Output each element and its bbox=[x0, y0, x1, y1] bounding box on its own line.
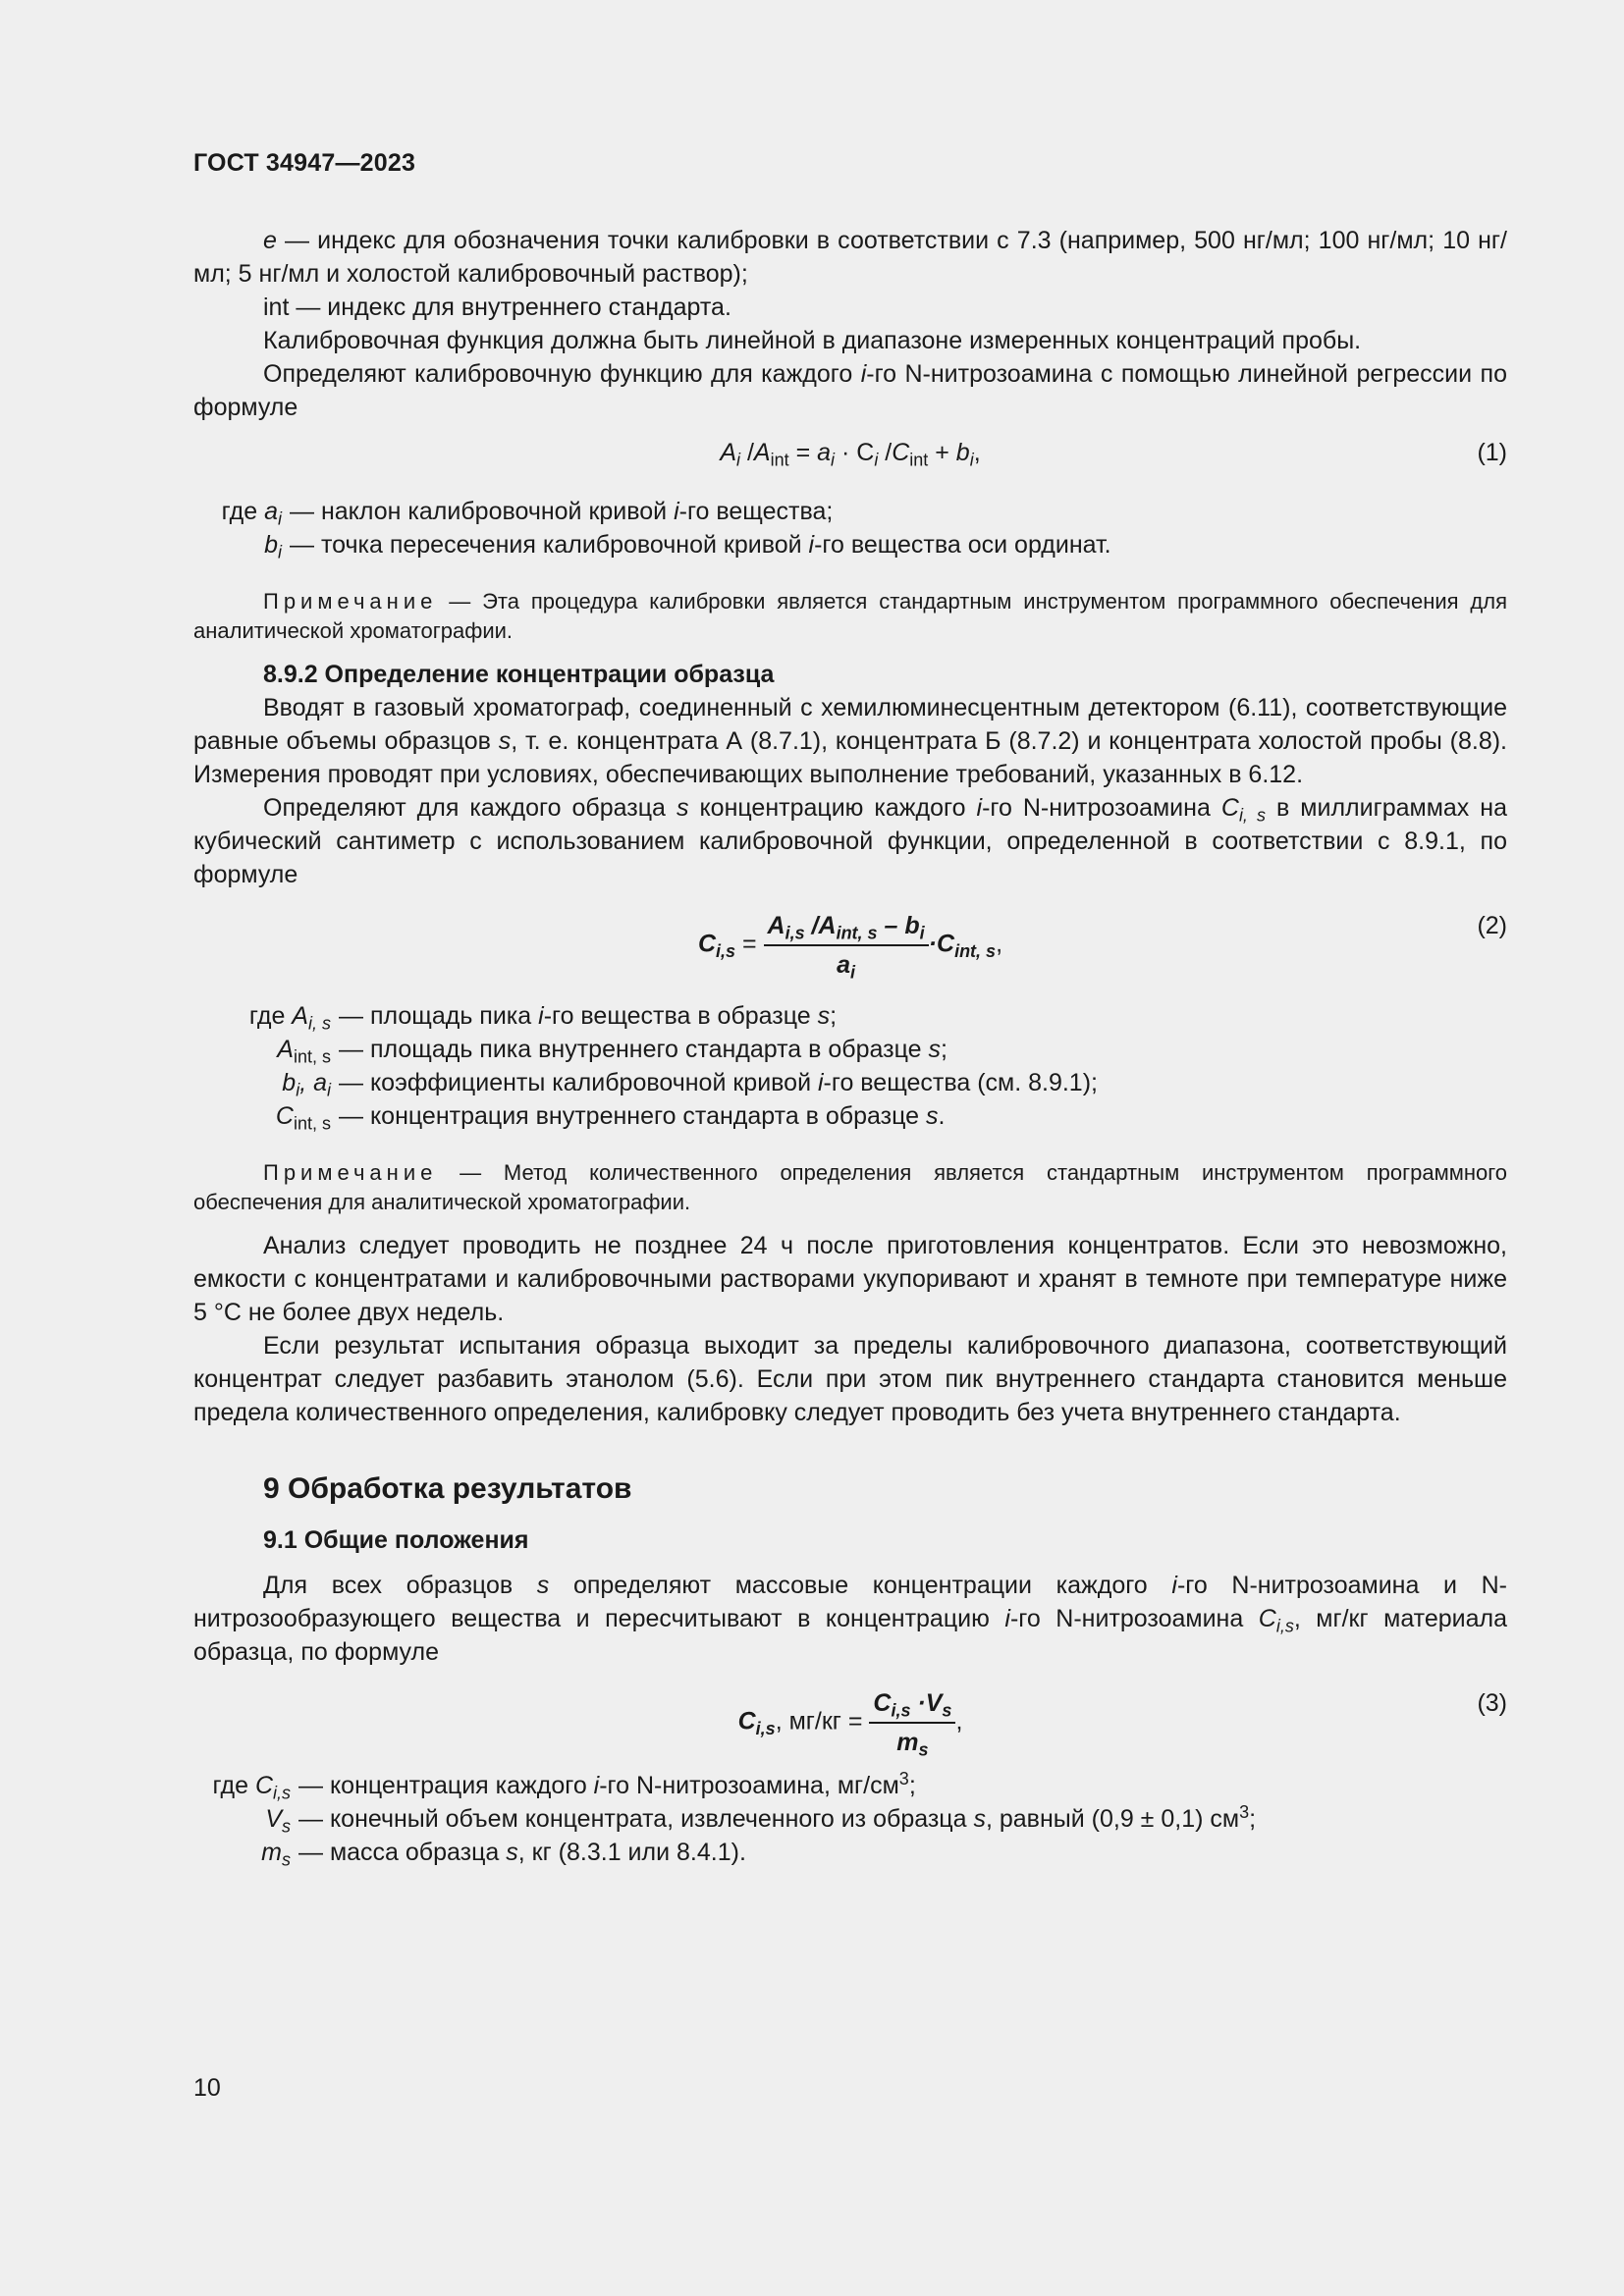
definition-row: $A_{int, s}$ — площадь пика внутреннего стандарта в образце s; bbox=[277, 1036, 947, 1067]
definition-row: $b_i$, $a_i$ — коэффициенты калибровочной кривой i-го вещества (см. 8.9.1); bbox=[282, 1069, 1098, 1100]
formula-2: $C_{i,s}$ = $\frac{A_{i,s} /A_{int, s} - b_i}{a_i}$ $\cdot C_{int, s}$, (2) bbox=[193, 909, 1507, 988]
paragraph-index-e: e — индекс для обозначения точки калибровки в соответствии с 7.3 (например, 500 нг/мл; 100 нг/мл; 10 нг/мл; 5 нг/мл и холостой калибровочный раствор); bbox=[193, 227, 1507, 288]
section-9-title: 9 Обработка результатов bbox=[263, 1472, 632, 1505]
formula-1-number: (1) bbox=[1477, 439, 1507, 466]
definition-row: где $C_{i,s}$ — концентрация каждого i-го N-нитрозоамина, $мг/см^3$; bbox=[212, 1769, 916, 1803]
definition-row: $m_s$ — масса образца s, кг (8.3.1 или 8.4.1). bbox=[261, 1839, 746, 1870]
document-header: ГОСТ 34947—2023 bbox=[193, 149, 416, 177]
paragraph-concentration: Определяют для каждого образца s концентрацию каждого i-го N-нитрозоамина $C_{i, s}$ в миллиграммах на кубический сантиметр с использованием калибровочной функции, определенной в соответствии с 8.9.1, по формуле bbox=[193, 794, 1508, 888]
definition-row: $b_i$ — точка пересечения калибровочной кривой i-го вещества оси ординат. bbox=[264, 531, 1111, 562]
definition-row: где $a_i$ — наклон калибровочной кривой i-го вещества; bbox=[221, 498, 834, 529]
definition-row: $C_{int, s}$ — концентрация внутреннего стандарта в образце s. bbox=[275, 1102, 946, 1134]
note-2: Примечание — Метод количественного определения является стандартным инструментом программного обеспечения для аналитической хроматографии. bbox=[193, 1160, 1507, 1214]
paragraph-linearity: Калибровочная функция должна быть линейной в диапазоне измеренных концентраций пробы. bbox=[263, 327, 1362, 354]
page-number: 10 bbox=[193, 2074, 221, 2102]
formula-3: $C_{i,s}$, мг/кг = $\frac{C_{i,s} \cdot V_s}{m_s}$ , (3) bbox=[193, 1686, 1507, 1763]
definition-row: $V_s$ — конечный объем концентрата, извлеченного из образца s, равный (0,9 ± 0,1) $см^3$; bbox=[265, 1802, 1257, 1837]
paragraph-index-int: int — индекс для внутреннего стандарта. bbox=[263, 294, 731, 321]
formula-3-number: (3) bbox=[1477, 1689, 1507, 1717]
definitions-3 bbox=[193, 1769, 1507, 1869]
section-9-1-title: 9.1 Общие положения bbox=[263, 1526, 529, 1554]
paragraph-regression: Определяют калибровочную функцию для каждого i-го N-нитрозоамина с помощью линейной регрессии по формуле bbox=[193, 360, 1507, 421]
formula-2-number: (2) bbox=[1477, 912, 1507, 939]
paragraph-mass-concentration: Для всех образцов s определяют массовые концентрации каждого i-го N-нитрозоамина и N-нитрозообразующего вещества и пересчитывают в концентрацию i-го N-нитрозоамина $C_{i,s}$, мг/кг материала образца, по формуле bbox=[193, 1572, 1508, 1666]
paragraph-analysis-timing: Анализ следует проводить не позднее 24 ч после приготовления концентратов. Если это невозможно, емкости с концентратами и калибровочными растворами укупоривают и хранят в темноте при температуре ниже 5 °С не более двух недель. bbox=[193, 1232, 1507, 1326]
formula-1: $A_i$ $/A_{int} = a_i \cdot C_i$ $/C_{int} + b_i$, (1) bbox=[193, 436, 1507, 495]
definitions-2 bbox=[193, 999, 1507, 1133]
note-1: Примечание — Эта процедура калибровки является стандартным инструментом программного обеспечения для аналитической хроматографии. bbox=[193, 589, 1507, 643]
page-content bbox=[193, 224, 1507, 1869]
definition-row: где $A_{i, s}$ — площадь пика i-го вещества в образце s; bbox=[248, 1002, 838, 1034]
paragraph-injection: Вводят в газовый хроматограф, соединенный с хемилюминесцентным детектором (6.11), соответствующие равные объемы образцов s, т. е. концентрата А (8.7.1), концентрата Б (8.7.2) и концентрата холостой пробы (8.8). Измерения проводят при условиях, обеспечивающих выполнение требований, указанных в 6.12. bbox=[193, 694, 1507, 788]
paragraph-out-of-range: Если результат испытания образца выходит за пределы калибровочного диапазона, соответствующий концентрат следует разбавить этанолом (5.6). Если при этом пик внутреннего стандарта становится меньше предела количественного определения, калибровку следует проводить без учета внутреннего стандарта. bbox=[193, 1332, 1507, 1426]
definitions-1 bbox=[193, 495, 1507, 561]
section-8-9-2-title: 8.9.2 Определение концентрации образца bbox=[263, 661, 775, 688]
